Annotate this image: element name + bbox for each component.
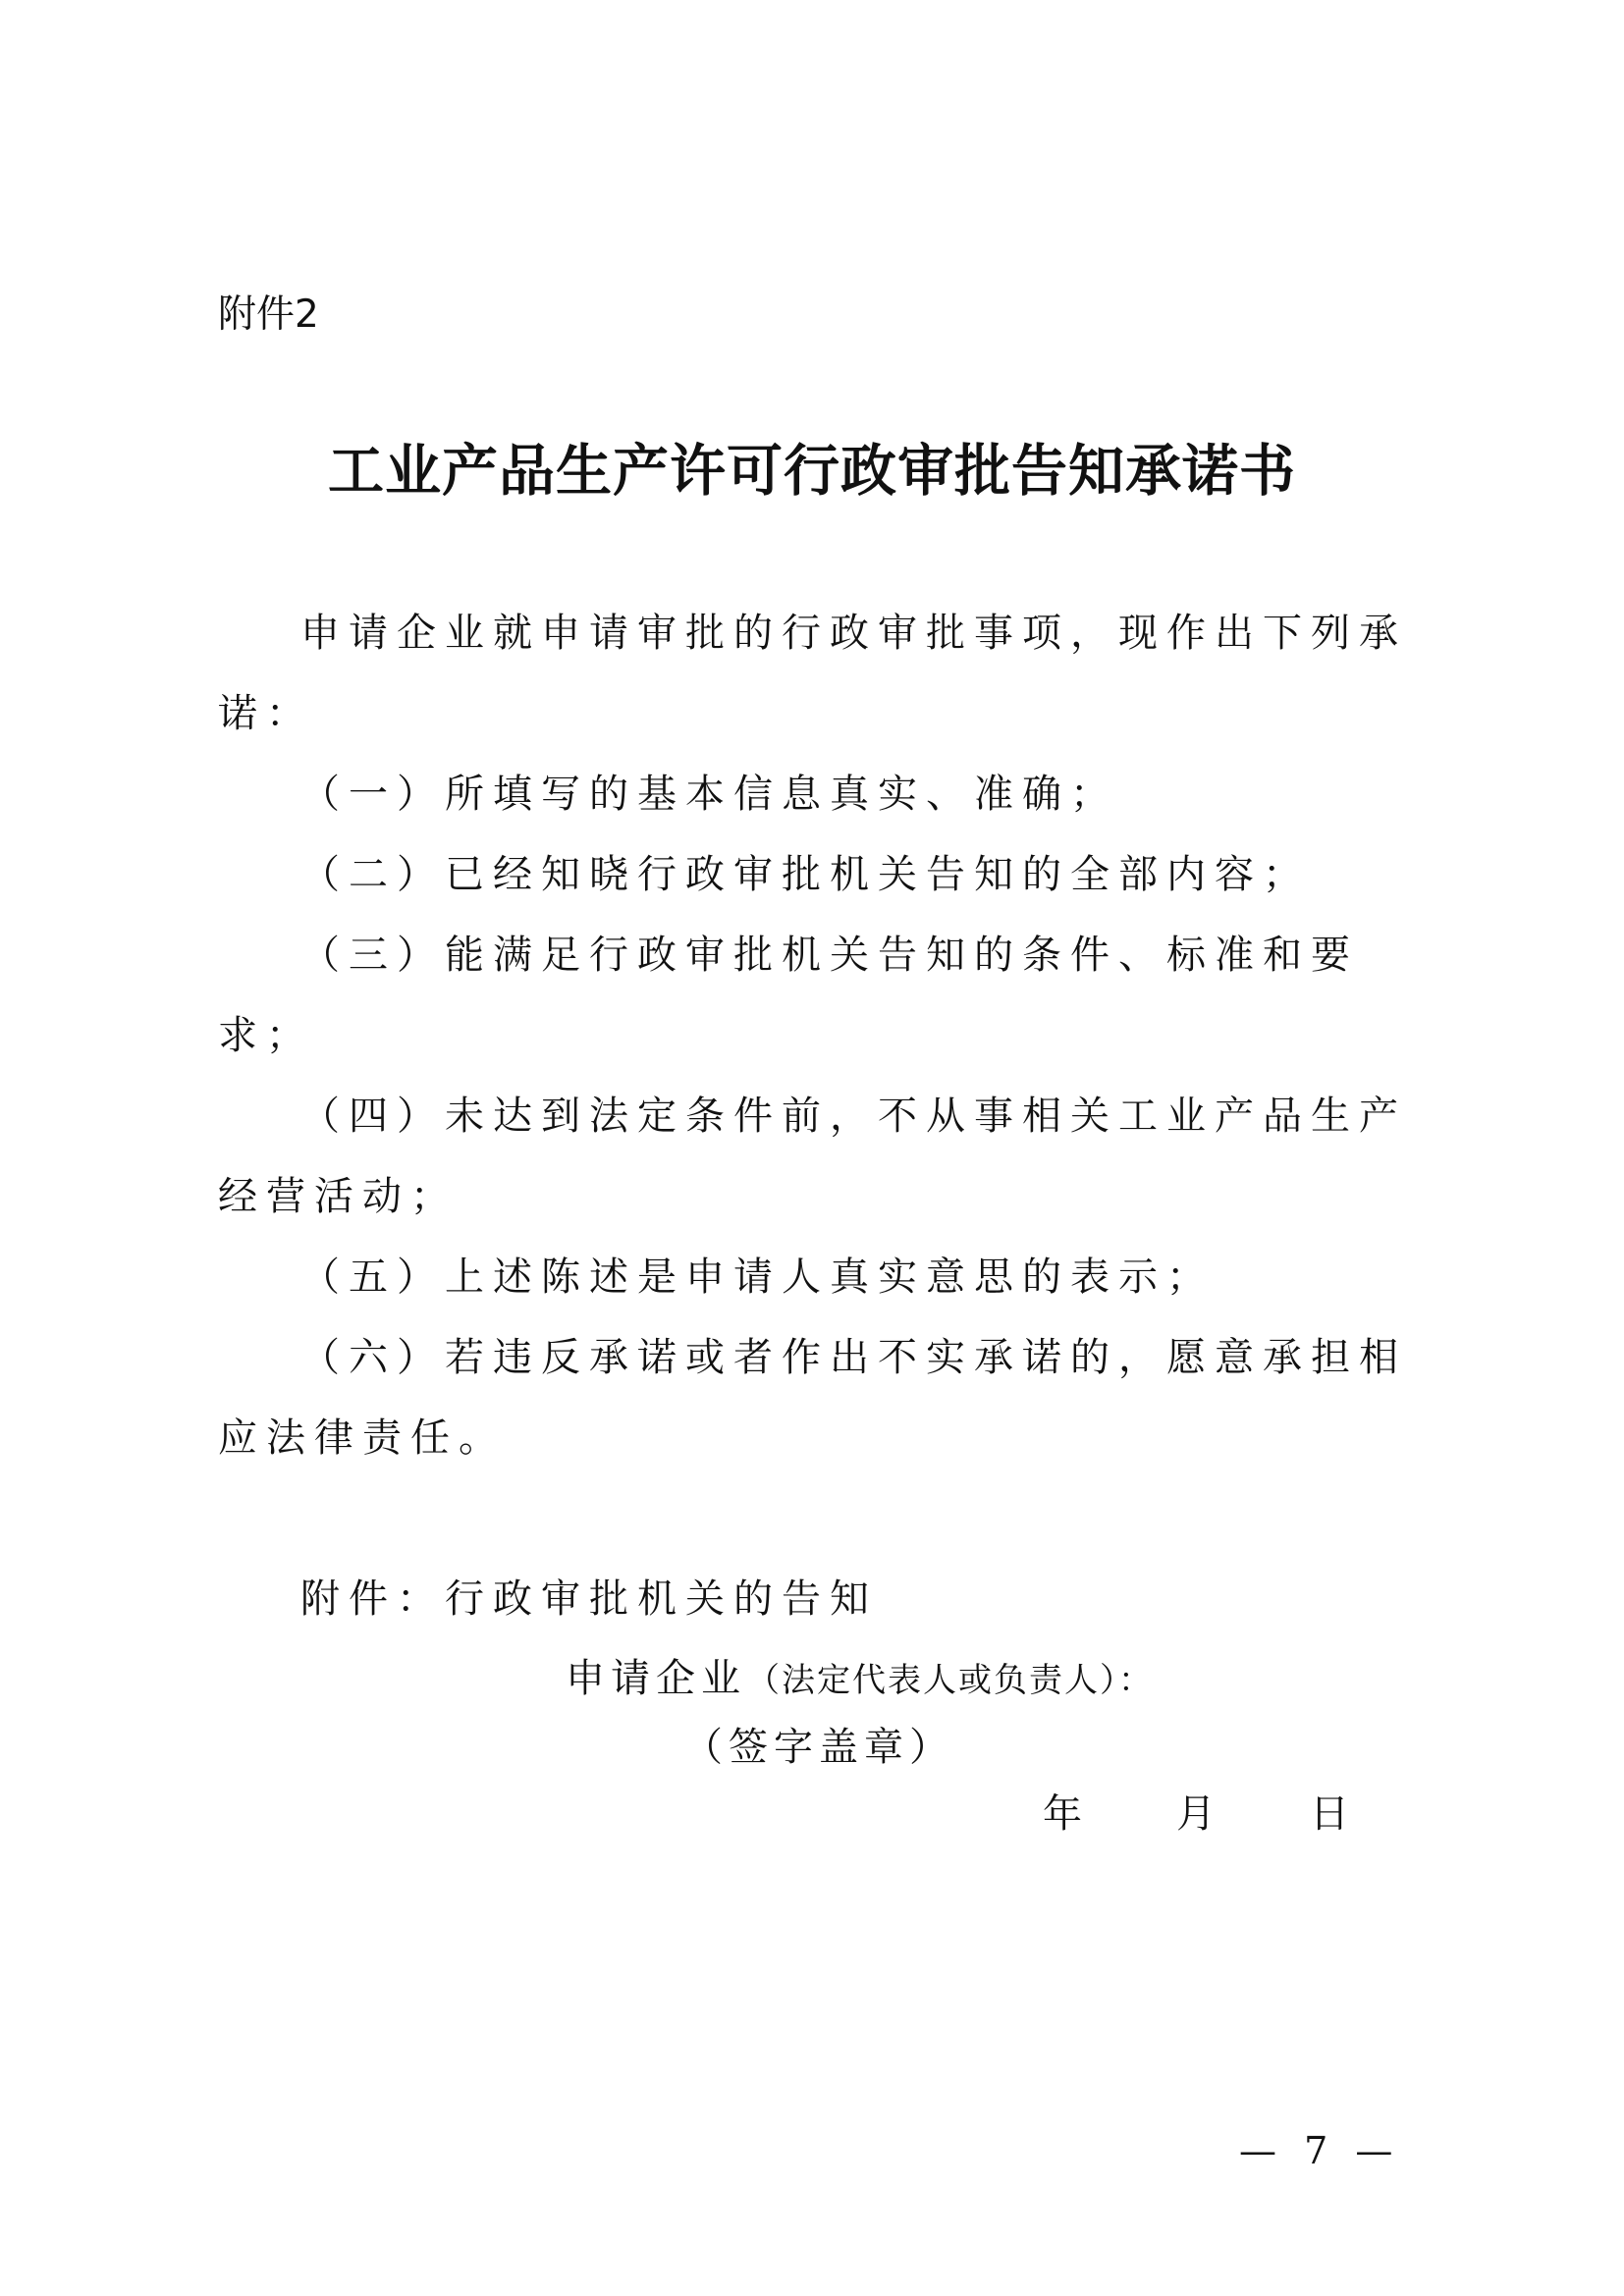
date-year: 年	[1043, 1791, 1082, 1837]
applicant-note: （法定代表人或负责人）：	[746, 1661, 1154, 1700]
page-number: — 7 —	[1239, 2129, 1401, 2172]
applicant-line	[566, 1649, 1154, 1710]
commitment-4: （四）未达到法定条件前，不从事相关工业产品生产经营活动；	[218, 1094, 1407, 1219]
commitment-5: （五）上述陈述是申请人真实意思的表示；	[300, 1255, 1215, 1300]
attachment-note: 附件：行政审批机关的告知	[300, 1576, 878, 1622]
attachment-label: 附件2	[218, 293, 319, 337]
document-body	[218, 593, 1435, 1639]
commitment-1: （一）所填写的基本信息真实、准确；	[300, 772, 1118, 817]
intro-paragraph: 申请企业就申请审批的行政审批事项，现作出下列承诺：	[218, 611, 1407, 736]
commitment-6: （六）若违反承诺或者作出不实承诺的，愿意承担相应法律责任。	[218, 1335, 1407, 1461]
document-title: 工业产品生产许可行政审批告知承诺书	[328, 438, 1296, 504]
commitment-2: （二）已经知晓行政审批机关告知的全部内容；	[300, 852, 1311, 897]
date-line	[1043, 1785, 1349, 1843]
date-day: 日	[1310, 1791, 1349, 1837]
commitment-3: （三）能满足行政审批机关告知的条件、标准和要求；	[218, 933, 1359, 1058]
date-month: 月	[1176, 1791, 1216, 1837]
applicant-label: 申请企业	[566, 1656, 746, 1701]
seal-line: （签字盖章）	[683, 1725, 954, 1770]
